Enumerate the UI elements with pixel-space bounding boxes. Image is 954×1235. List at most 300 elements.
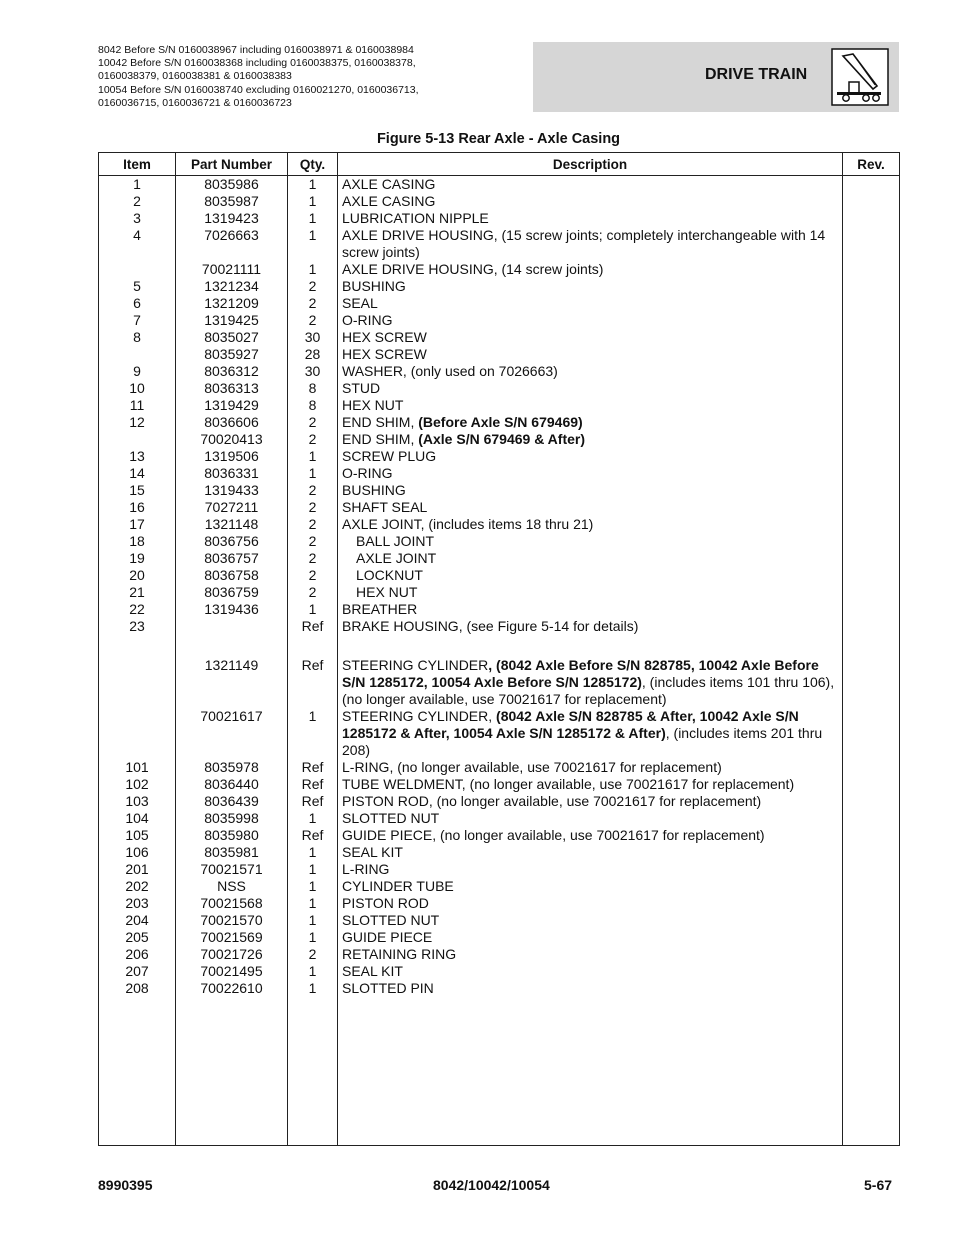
rev-cell <box>843 465 900 482</box>
part-number-cell: 70021568 <box>176 895 288 912</box>
part-number-cell: 1319429 <box>176 397 288 414</box>
description-cell <box>338 227 843 261</box>
description-main: AXLE CASING <box>342 176 436 192</box>
item-cell: 106 <box>99 844 176 861</box>
description-main: SLOTTED PIN <box>342 980 434 996</box>
description-text <box>342 708 822 758</box>
rev-cell <box>843 414 900 431</box>
table-row <box>99 827 900 844</box>
description-cell <box>338 844 843 861</box>
rev-cell <box>843 601 900 618</box>
description-main: L-RING, (no longer available, use 70021617 for replacement) <box>342 759 722 775</box>
item-cell: 104 <box>99 810 176 827</box>
description-cell <box>338 759 843 776</box>
description-text <box>342 482 406 498</box>
rev-cell <box>843 380 900 397</box>
table-row <box>99 261 900 278</box>
description-text <box>342 793 761 809</box>
filler-cell <box>176 997 288 1146</box>
description-main: GUIDE PIECE <box>342 929 433 945</box>
rev-cell <box>843 397 900 414</box>
footer-page-number: 5-67 <box>864 1177 893 1193</box>
table-row <box>99 363 900 380</box>
part-number-cell: 8035980 <box>176 827 288 844</box>
description-text <box>342 397 403 413</box>
table-row <box>99 176 900 194</box>
column-header-qty: Qty. <box>288 153 338 176</box>
table-row <box>99 278 900 295</box>
rev-cell <box>843 810 900 827</box>
description-cell <box>338 827 843 844</box>
item-cell: 11 <box>99 397 176 414</box>
table-row <box>99 776 900 793</box>
qty-cell: 1 <box>288 861 338 878</box>
rev-cell <box>843 193 900 210</box>
rev-cell <box>843 912 900 929</box>
item-cell: 7 <box>99 312 176 329</box>
qty-cell: Ref <box>288 776 338 793</box>
description-text <box>342 567 423 584</box>
table-row <box>99 567 900 584</box>
description-main: AXLE DRIVE HOUSING, (14 screw joints) <box>342 261 604 277</box>
description-cell <box>338 793 843 810</box>
description-text <box>342 810 439 826</box>
qty-cell: 2 <box>288 567 338 584</box>
rev-cell <box>843 929 900 946</box>
description-cell <box>338 533 843 550</box>
part-number-cell: 8036313 <box>176 380 288 397</box>
description-text <box>342 516 593 532</box>
qty-cell: 1 <box>288 465 338 482</box>
qty-cell: 1 <box>288 448 338 465</box>
description-text <box>342 414 583 430</box>
qty-cell: Ref <box>288 657 338 708</box>
description-text <box>342 980 434 996</box>
description-text <box>342 929 432 945</box>
description-main: HEX SCREW <box>342 346 427 362</box>
description-main: SEAL <box>342 295 378 311</box>
description-text <box>342 533 434 550</box>
item-cell: 15 <box>99 482 176 499</box>
table-row <box>99 584 900 601</box>
table-row <box>99 448 900 465</box>
part-number-cell: 8036759 <box>176 584 288 601</box>
section-title: DRIVE TRAIN <box>705 66 808 83</box>
description-text <box>342 827 765 843</box>
qty-cell: 1 <box>288 929 338 946</box>
item-cell: 8 <box>99 329 176 346</box>
description-cell <box>338 584 843 601</box>
part-number-cell: 8036756 <box>176 533 288 550</box>
table-row <box>99 295 900 312</box>
rev-cell <box>843 516 900 533</box>
part-number-cell: 8035986 <box>176 176 288 194</box>
description-main: LOCKNUT <box>356 567 423 583</box>
column-header-description: Description <box>338 153 843 176</box>
description-cell <box>338 878 843 895</box>
rev-cell <box>843 878 900 895</box>
description-main: BUSHING <box>342 278 406 294</box>
qty-cell: 1 <box>288 193 338 210</box>
item-cell <box>99 346 176 363</box>
description-text <box>342 861 389 877</box>
item-cell: 101 <box>99 759 176 776</box>
part-number-cell: 1319425 <box>176 312 288 329</box>
part-number-cell: 1321209 <box>176 295 288 312</box>
rev-cell <box>843 827 900 844</box>
table-row <box>99 759 900 776</box>
table-row <box>99 380 900 397</box>
item-cell: 208 <box>99 980 176 997</box>
part-number-cell: NSS <box>176 878 288 895</box>
part-number-cell: 70021569 <box>176 929 288 946</box>
qty-cell: 2 <box>288 533 338 550</box>
description-cell <box>338 861 843 878</box>
description-main: STEERING CYLINDER, <box>342 708 497 724</box>
rev-cell <box>843 759 900 776</box>
description-main: HEX SCREW <box>342 329 427 345</box>
part-number-cell: 70021571 <box>176 861 288 878</box>
item-cell: 204 <box>99 912 176 929</box>
description-cell <box>338 312 843 329</box>
table-row <box>99 312 900 329</box>
rev-cell <box>843 431 900 448</box>
table-row <box>99 708 900 759</box>
table-row <box>99 963 900 980</box>
description-cell <box>338 380 843 397</box>
part-number-cell: 70020413 <box>176 431 288 448</box>
rev-cell <box>843 499 900 516</box>
table-row <box>99 397 900 414</box>
part-number-cell: 70021726 <box>176 946 288 963</box>
description-text <box>342 295 378 311</box>
qty-cell: 30 <box>288 363 338 380</box>
description-main: WASHER, (only used on 7026663) <box>342 363 558 379</box>
description-text <box>342 759 722 775</box>
description-cell <box>338 776 843 793</box>
part-number-cell: 8036312 <box>176 363 288 380</box>
table-row <box>99 227 900 261</box>
description-tail: , (includes items 201 thru 208) <box>342 725 823 758</box>
part-number-cell: 70021111 <box>176 261 288 278</box>
table-row <box>99 533 900 550</box>
description-cell <box>338 431 843 448</box>
description-cell <box>338 895 843 912</box>
description-text <box>342 584 417 601</box>
rev-cell <box>843 210 900 227</box>
description-main: RETAINING RING <box>342 946 457 962</box>
rev-cell <box>843 227 900 261</box>
description-cell <box>338 346 843 363</box>
item-cell: 6 <box>99 295 176 312</box>
part-number-cell: 1321148 <box>176 516 288 533</box>
part-number-cell: 1319433 <box>176 482 288 499</box>
description-cell <box>338 278 843 295</box>
item-cell <box>99 261 176 278</box>
description-tail: , (includes items 101 thru 106), (no longer available, use 70021617 for replacement) <box>342 674 835 707</box>
rev-cell <box>843 618 900 657</box>
description-cell <box>338 414 843 431</box>
description-cell <box>338 465 843 482</box>
rev-cell <box>843 346 900 363</box>
item-cell: 12 <box>99 414 176 431</box>
description-bold: (Before Axle S/N 679469) <box>418 414 583 430</box>
qty-cell: Ref <box>288 793 338 810</box>
filler-cell <box>843 997 900 1146</box>
item-cell: 17 <box>99 516 176 533</box>
rev-cell <box>843 550 900 567</box>
description-cell <box>338 618 843 657</box>
part-number-cell: 1321149 <box>176 657 288 708</box>
column-header-rev: Rev. <box>843 153 900 176</box>
description-cell <box>338 708 843 759</box>
description-text <box>342 210 489 226</box>
qty-cell: 8 <box>288 380 338 397</box>
description-text <box>342 193 435 209</box>
footer-models: 8042/10042/10054 <box>433 1177 550 1193</box>
part-number-cell: 8035981 <box>176 844 288 861</box>
description-main: BRAKE HOUSING, (see Figure 5-14 for details) <box>342 618 639 634</box>
item-cell: 13 <box>99 448 176 465</box>
qty-cell: 1 <box>288 878 338 895</box>
part-number-cell: 8036439 <box>176 793 288 810</box>
qty-cell: 30 <box>288 329 338 346</box>
filler-cell <box>288 997 338 1146</box>
description-main: O-RING <box>342 312 393 328</box>
description-main: SEAL KIT <box>342 963 403 979</box>
filler-cell <box>338 997 843 1146</box>
table-row <box>99 618 900 657</box>
item-cell: 20 <box>99 567 176 584</box>
qty-cell: 2 <box>288 295 338 312</box>
description-text <box>342 329 427 345</box>
item-cell: 22 <box>99 601 176 618</box>
description-text <box>342 657 834 707</box>
rev-cell <box>843 363 900 380</box>
part-number-cell: 8036757 <box>176 550 288 567</box>
qty-cell: 2 <box>288 584 338 601</box>
description-text <box>342 278 406 294</box>
description-text <box>342 776 794 792</box>
description-main: BALL JOINT <box>356 533 435 549</box>
description-text <box>342 380 380 396</box>
description-main: L-RING <box>342 861 390 877</box>
description-cell <box>338 516 843 533</box>
qty-cell: 2 <box>288 550 338 567</box>
qty-cell: 1 <box>288 210 338 227</box>
description-main: PISTON ROD, (no longer available, use 70021617 for replacement) <box>342 793 762 809</box>
filler-cell <box>99 997 176 1146</box>
qty-cell: 2 <box>288 414 338 431</box>
part-number-cell: 8035927 <box>176 346 288 363</box>
description-main: SLOTTED NUT <box>342 810 440 826</box>
rev-cell <box>843 482 900 499</box>
qty-cell: 1 <box>288 844 338 861</box>
rev-cell <box>843 708 900 759</box>
item-cell: 203 <box>99 895 176 912</box>
drive-train-icon <box>831 48 889 106</box>
item-cell: 18 <box>99 533 176 550</box>
part-number-cell <box>176 618 288 657</box>
qty-cell: 8 <box>288 397 338 414</box>
description-cell <box>338 810 843 827</box>
table-row <box>99 878 900 895</box>
table-row <box>99 431 900 448</box>
description-cell <box>338 482 843 499</box>
description-text <box>342 499 427 515</box>
description-main: CYLINDER TUBE <box>342 878 454 894</box>
description-text <box>342 176 435 192</box>
rev-cell <box>843 567 900 584</box>
part-number-cell: 70022610 <box>176 980 288 997</box>
rev-cell <box>843 980 900 997</box>
rev-cell <box>843 895 900 912</box>
description-main: AXLE DRIVE HOUSING, (15 screw joints; completely interchangeable with 14 screw joints) <box>342 227 826 260</box>
table-row <box>99 193 900 210</box>
qty-cell: 1 <box>288 176 338 194</box>
parts-table <box>98 152 900 1146</box>
qty-cell: 2 <box>288 946 338 963</box>
rev-cell <box>843 261 900 278</box>
item-cell: 103 <box>99 793 176 810</box>
description-main: STEERING CYLINDER <box>342 657 489 673</box>
description-main: AXLE JOINT, (includes items 18 thru 21) <box>342 516 594 532</box>
part-number-cell: 1319506 <box>176 448 288 465</box>
table-row <box>99 895 900 912</box>
parts-table-body <box>99 176 900 1146</box>
description-main: HEX NUT <box>342 397 404 413</box>
part-number-cell: 1319436 <box>176 601 288 618</box>
description-main: SCREW PLUG <box>342 448 437 464</box>
rev-cell <box>843 448 900 465</box>
description-text <box>342 550 436 567</box>
section-header <box>533 42 899 112</box>
column-header-item: Item <box>99 153 176 176</box>
item-cell: 19 <box>99 550 176 567</box>
item-cell: 201 <box>99 861 176 878</box>
item-cell: 14 <box>99 465 176 482</box>
description-main: BREATHER <box>342 601 418 617</box>
qty-cell: 2 <box>288 516 338 533</box>
rev-cell <box>843 776 900 793</box>
rev-cell <box>843 176 900 194</box>
item-cell: 207 <box>99 963 176 980</box>
rev-cell <box>843 963 900 980</box>
description-main: PISTON ROD <box>342 895 429 911</box>
rev-cell <box>843 278 900 295</box>
description-cell <box>338 912 843 929</box>
description-cell <box>338 176 843 194</box>
part-number-cell: 8036758 <box>176 567 288 584</box>
description-main: STUD <box>342 380 381 396</box>
description-text <box>342 227 825 260</box>
qty-cell: 2 <box>288 482 338 499</box>
part-number-cell: 8036440 <box>176 776 288 793</box>
qty-cell: 1 <box>288 261 338 278</box>
qty-cell: 1 <box>288 227 338 261</box>
part-number-cell: 8035027 <box>176 329 288 346</box>
description-main: SEAL KIT <box>342 844 403 860</box>
item-cell: 5 <box>99 278 176 295</box>
description-text <box>342 261 603 277</box>
rev-cell <box>843 946 900 963</box>
qty-cell: 1 <box>288 963 338 980</box>
qty-cell: 2 <box>288 278 338 295</box>
rev-cell <box>843 295 900 312</box>
description-text <box>342 601 417 617</box>
description-main: GUIDE PIECE, (no longer available, use 70021617 for replacement) <box>342 827 765 843</box>
item-cell: 105 <box>99 827 176 844</box>
description-text <box>342 895 429 911</box>
description-main: AXLE JOINT <box>356 550 437 566</box>
description-cell <box>338 329 843 346</box>
item-cell: 206 <box>99 946 176 963</box>
rev-cell <box>843 533 900 550</box>
table-row <box>99 810 900 827</box>
qty-cell: 1 <box>288 912 338 929</box>
description-cell <box>338 261 843 278</box>
part-number-cell: 7027211 <box>176 499 288 516</box>
part-number-cell: 1319423 <box>176 210 288 227</box>
part-number-cell: 70021495 <box>176 963 288 980</box>
description-cell <box>338 601 843 618</box>
item-cell <box>99 708 176 759</box>
qty-cell: Ref <box>288 618 338 657</box>
item-cell: 1 <box>99 176 176 194</box>
part-number-cell: 8035998 <box>176 810 288 827</box>
table-row <box>99 861 900 878</box>
table-row <box>99 329 900 346</box>
qty-cell: 2 <box>288 499 338 516</box>
description-main: LUBRICATION NIPPLE <box>342 210 489 226</box>
part-number-cell: 70021617 <box>176 708 288 759</box>
table-filler-row <box>99 997 900 1146</box>
description-cell <box>338 363 843 380</box>
description-cell <box>338 980 843 997</box>
column-header-part-number: Part Number <box>176 153 288 176</box>
rev-cell <box>843 844 900 861</box>
part-number-cell: 70021570 <box>176 912 288 929</box>
description-cell <box>338 193 843 210</box>
description-text <box>342 363 558 379</box>
table-row <box>99 414 900 431</box>
qty-cell: 2 <box>288 312 338 329</box>
description-main: SHAFT SEAL <box>342 499 428 515</box>
item-cell: 21 <box>99 584 176 601</box>
item-cell: 4 <box>99 227 176 261</box>
part-number-cell: 8036331 <box>176 465 288 482</box>
description-text <box>342 946 456 962</box>
rev-cell <box>843 793 900 810</box>
description-cell <box>338 963 843 980</box>
table-row <box>99 929 900 946</box>
item-cell: 16 <box>99 499 176 516</box>
qty-cell: 1 <box>288 810 338 827</box>
item-cell: 10 <box>99 380 176 397</box>
item-cell: 202 <box>99 878 176 895</box>
serial-number-note: 8042 Before S/N 0160038967 including 0160038971 & 0160038984 10042 Before S/N 0160038368 including 0160038375, 0160038378, 0160038379, 0160038381 & 0160038383 10054 Before S/N 0160038740 excluding 0160021270, 0160036713, 0160036715, 0160036721 & 0160036723 <box>98 44 419 109</box>
table-row <box>99 482 900 499</box>
description-cell <box>338 929 843 946</box>
description-cell <box>338 550 843 567</box>
table-row <box>99 844 900 861</box>
table-row <box>99 346 900 363</box>
table-row <box>99 793 900 810</box>
description-cell <box>338 657 843 708</box>
qty-cell: 2 <box>288 431 338 448</box>
qty-cell: 1 <box>288 895 338 912</box>
description-text <box>342 963 403 979</box>
